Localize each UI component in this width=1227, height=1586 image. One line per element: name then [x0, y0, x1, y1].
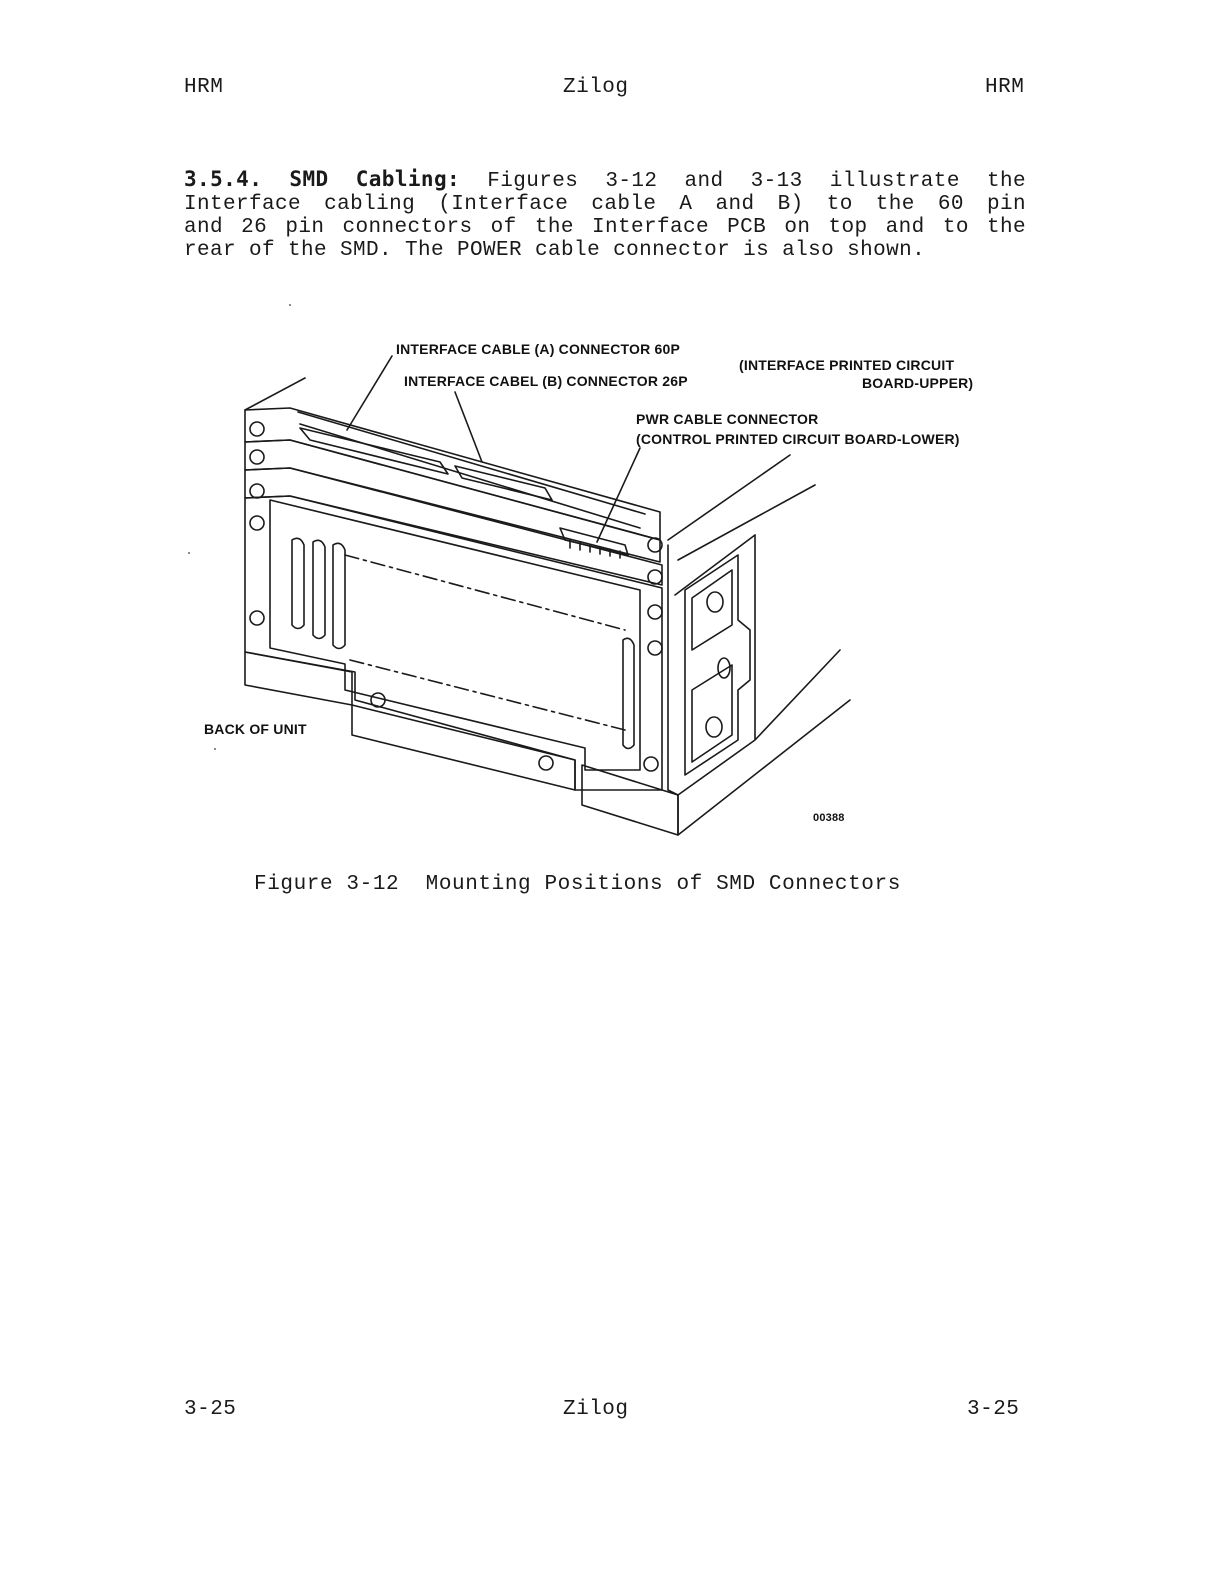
scan-speck: [289, 304, 291, 306]
base-foot-left: [245, 652, 352, 705]
section-title: SMD Cabling:: [289, 167, 461, 191]
slot-right: [333, 543, 345, 648]
scan-speck: [188, 552, 190, 554]
mount-bracket-inner: [692, 570, 732, 762]
label-back-of-unit: BACK OF UNIT: [204, 721, 307, 737]
connector-pwr: [560, 528, 628, 555]
header-center: Zilog: [563, 76, 629, 99]
center-line-lower: [350, 660, 625, 730]
section-number: 3.5.4.: [184, 167, 263, 191]
header-right: HRM: [985, 76, 1025, 99]
mount-bracket: [685, 555, 750, 775]
connector-26p: [455, 466, 552, 500]
upper-board-rail: [245, 408, 660, 540]
section-line-2: Interface cabling (Interface cable A and B) to the 60 pin: [184, 193, 1026, 216]
middle-board-rail: [245, 440, 660, 562]
base-foot-mid: [352, 705, 575, 790]
leader-cable-a: [347, 356, 392, 430]
bracket-hole-3: [706, 717, 722, 737]
front-panel: [245, 496, 662, 790]
scan-speck: [214, 748, 216, 750]
slot-left: [292, 538, 304, 628]
slot-long: [623, 638, 634, 748]
label-pwr-connector: PWR CABLE CONNECTOR: [636, 411, 819, 427]
lower-board-rail: [245, 468, 662, 585]
label-interface-pcb-2: BOARD-UPPER): [862, 375, 974, 391]
footer-right: 3-25: [967, 1398, 1020, 1421]
leader-cable-b: [455, 392, 482, 462]
unit-back-edge: [245, 378, 305, 410]
label-cable-a: INTERFACE CABLE (A) CONNECTOR 60P: [396, 341, 681, 357]
upper-board-inner: [298, 412, 645, 528]
label-control-pcb: (CONTROL PRINTED CIRCUIT BOARD-LOWER): [636, 431, 960, 447]
slot-mid: [313, 540, 325, 638]
bracket-hole-1: [707, 592, 723, 612]
section-line-3: and 26 pin connectors of the Interface PCB on top and to the: [184, 216, 1026, 239]
leader-pwr: [597, 448, 640, 542]
center-line-upper: [345, 555, 625, 630]
connector-60p: [300, 428, 448, 474]
section-line-4: rear of the SMD. The POWER cable connector is also shown.: [184, 239, 926, 262]
section-text-1: Figures 3-12 and 3-13 illustrate the: [487, 170, 1026, 193]
unit-right-side: [668, 545, 678, 795]
figure-caption: Figure 3-12 Mounting Positions of SMD Connectors: [254, 873, 901, 896]
section-line-1: [184, 168, 1026, 193]
unit-right-body: [678, 535, 850, 835]
front-panel-inner: [270, 500, 640, 770]
base-foot-right: [582, 765, 678, 835]
header-left: HRM: [184, 76, 224, 99]
screw-icons: [250, 422, 662, 771]
figure-code: 00388: [813, 812, 845, 824]
label-interface-pcb-1: (INTERFACE PRINTED CIRCUIT: [739, 357, 955, 373]
label-cable-b: INTERFACE CABEL (B) CONNECTOR 26P: [404, 373, 688, 389]
footer-left: 3-25: [184, 1398, 237, 1421]
unit-right-top: [668, 455, 815, 595]
section-paragraph: [184, 168, 1026, 262]
bracket-hole-2: [718, 658, 730, 678]
footer-center: Zilog: [563, 1398, 629, 1421]
